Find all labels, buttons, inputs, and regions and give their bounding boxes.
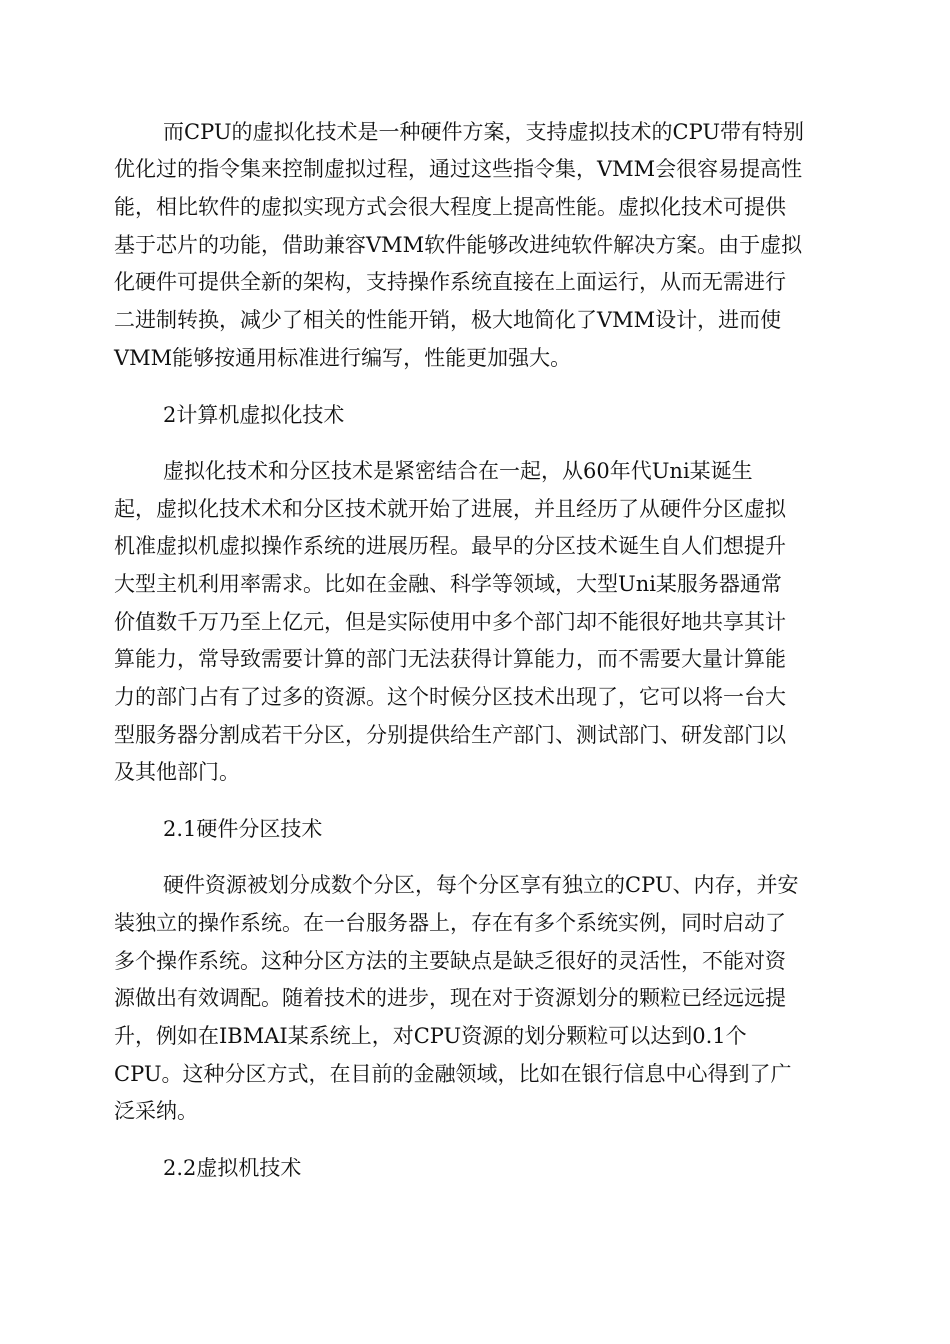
paragraph-1-line-2: 优化过的指令集来控制虚拟过程，通过这些指令集，VMM会很容易提高性: [114, 157, 803, 181]
paragraph-1-line-5: 化硬件可提供全新的架构，支持操作系统直接在上面运行，从而无需进行: [114, 270, 786, 294]
paragraph-1-line-1: 而CPU的虚拟化技术是一种硬件方案，支持虚拟技术的CPU带有特别: [163, 120, 805, 144]
paragraph-3-line-6: CPU。这种分区方式，在目前的金融领域，比如在银行信息中心得到了广: [114, 1062, 792, 1086]
paragraph-2-line-4: 大型主机利用率需求。比如在金融、科学等领域，大型Uni某服务器通常: [114, 572, 782, 596]
paragraph-3-line-1: 硬件资源被划分成数个分区，每个分区享有独立的CPU、内存，并安: [163, 873, 799, 897]
paragraph-3-line-3: 多个操作系统。这种分区方法的主要缺点是缺乏很好的灵活性，不能对资: [114, 949, 786, 973]
paragraph-3-line-7: 泛采纳。: [114, 1099, 198, 1123]
paragraph-2-line-8: 型服务器分割成若干分区，分别提供给生产部门、测试部门、研发部门以: [114, 723, 786, 747]
paragraph-1-line-3: 能，相比软件的虚拟实现方式会很大程度上提高性能。虚拟化技术可提供: [114, 195, 786, 219]
paragraph-2-line-9: 及其他部门。: [114, 760, 240, 784]
section-heading-2-1: 2.1硬件分区技术: [163, 817, 323, 841]
paragraph-3-line-5: 升，例如在IBMAI某系统上，对CPU资源的划分颗粒可以达到0.1个: [114, 1024, 747, 1048]
section-heading-2-2: 2.2虚拟机技术: [163, 1156, 302, 1180]
paragraph-2-line-6: 算能力，常导致需要计算的部门无法获得计算能力，而不需要大量计算能: [114, 647, 786, 671]
section-heading-2: 2计算机虚拟化技术: [163, 403, 345, 427]
paragraph-1-line-6: 二进制转换，减少了相关的性能开销，极大地简化了VMM设计，进而使: [114, 308, 782, 332]
paragraph-2-line-3: 机准虚拟机虚拟操作系统的进展历程。最早的分区技术诞生自人们想提升: [114, 534, 786, 558]
paragraph-2-line-5: 价值数千万乃至上亿元，但是实际使用中多个部门却不能很好地共享其计: [114, 610, 786, 634]
paragraph-1-line-4: 基于芯片的功能，借助兼容VMM软件能够改进纯软件解决方案。由于虚拟: [114, 233, 803, 257]
paragraph-3-line-2: 装独立的操作系统。在一台服务器上，存在有多个系统实例，同时启动了: [114, 911, 786, 935]
paragraph-2-line-7: 力的部门占有了过多的资源。这个时候分区技术出现了，它可以将一台大: [114, 685, 786, 709]
paragraph-2-line-1: 虚拟化技术和分区技术是紧密结合在一起，从60年代Uni某诞生: [163, 459, 753, 483]
paragraph-2-line-2: 起，虚拟化技术术和分区技术就开始了进展，并且经历了从硬件分区虚拟: [114, 497, 786, 521]
paragraph-3-line-4: 源做出有效调配。随着技术的进步，现在对于资源划分的颗粒已经远远提: [114, 986, 786, 1010]
paragraph-1-line-7: VMM能够按通用标准进行编写，性能更加强大。: [114, 346, 572, 370]
